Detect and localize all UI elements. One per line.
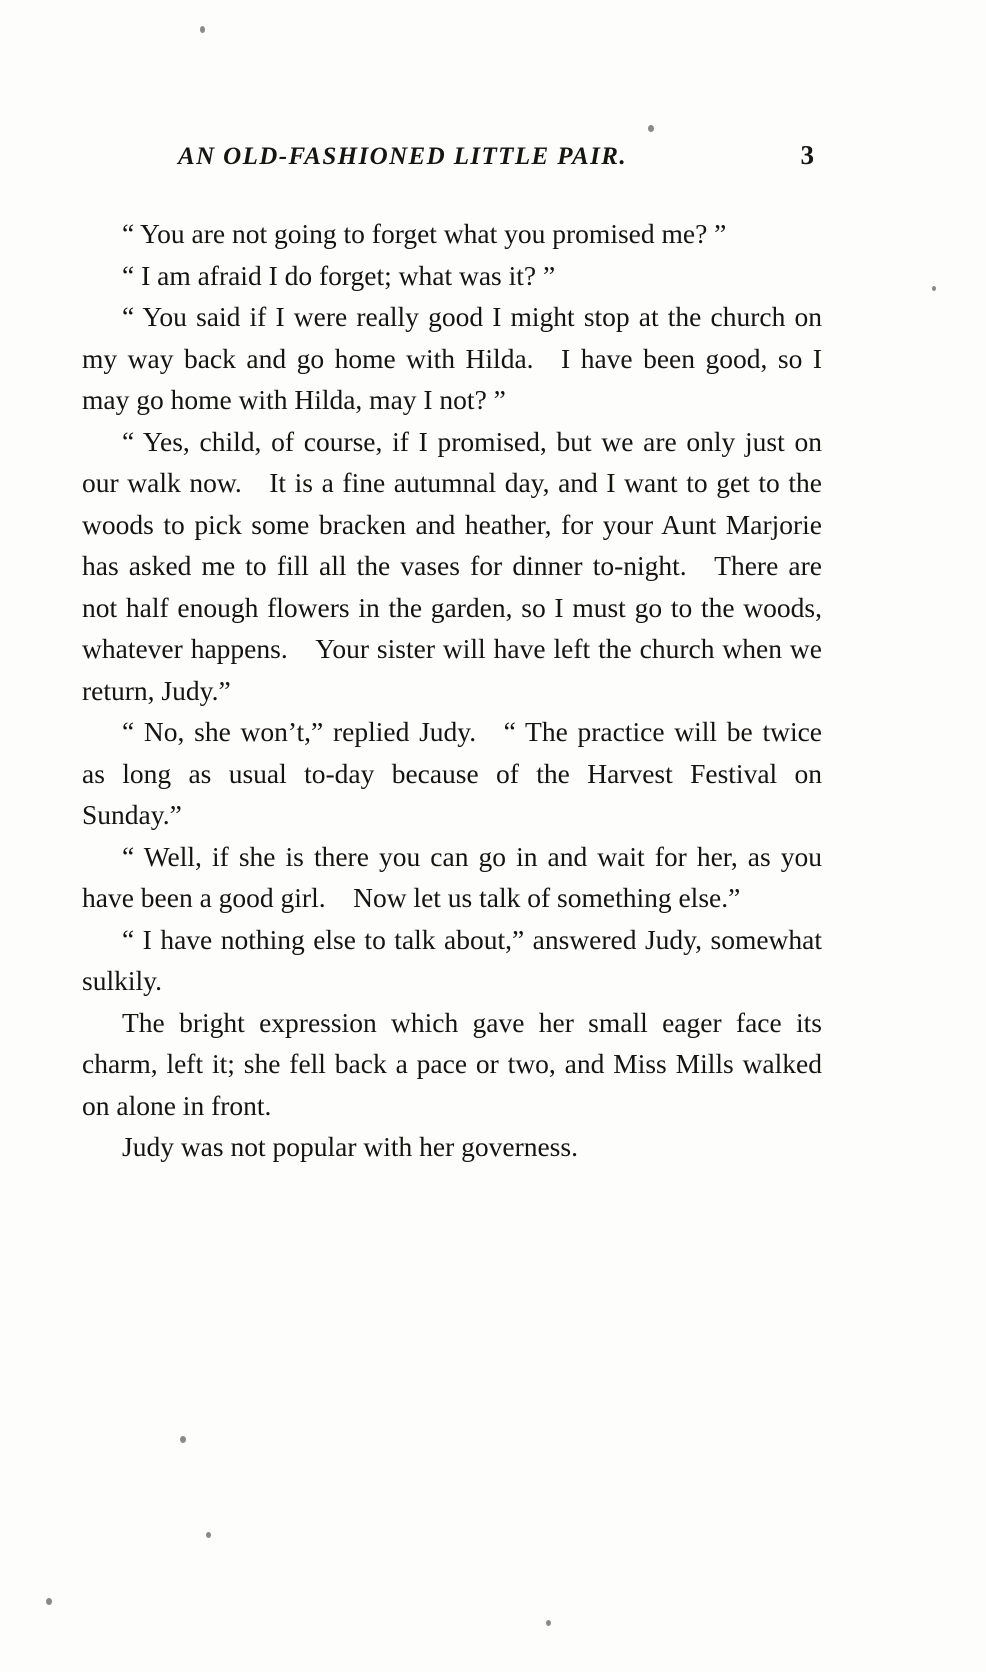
- page-speck: [200, 26, 205, 33]
- paragraph: “ You are not going to forget what you promised me? ”: [122, 218, 727, 249]
- page-number: 3: [800, 140, 814, 170]
- paragraph: “ Well, if she is there you can go in and wait for her, as you have been a good girl. Now let us talk of something else.”: [82, 840, 822, 913]
- running-head: [82, 140, 822, 171]
- paragraph: “ Yes, child, of course, if I promised, but we are only just on our walk now. It is a fine autumnal day, and I want to get to the woods to pick some bracken and heather, for your Aunt Marjorie has asked me to fill all the vases for dinner to-night. There are not half enough flowers in the garden, so I must go to the woods, whatever happens. Your sister will have left the church when we return, Judy.”: [82, 425, 822, 706]
- running-head-title: AN OLD-FASHIONED LITTLE PAIR.: [178, 143, 627, 170]
- paragraph: “ You said if I were really good I might stop at the church on my way back and go home with Hilda. I have been good, so I may go home with Hilda, may I not? ”: [82, 301, 822, 415]
- paragraph: “ I am afraid I do forget; what was it? ”: [122, 259, 556, 291]
- page-speck: [546, 1620, 551, 1626]
- page-speck: [648, 125, 654, 132]
- page-speck: [180, 1436, 186, 1443]
- page-speck: [46, 1598, 52, 1605]
- page-content: [82, 140, 822, 1168]
- paragraph: The bright expression which gave her small eager face its charm, left it; she fell back a pace or two, and Miss Mills walked on alone in front.: [82, 1006, 822, 1121]
- paragraph: “ I have nothing else to talk about,” answered Judy, somewhat sulkily.: [82, 923, 822, 996]
- body-text: [82, 213, 822, 1168]
- paragraph: Judy was not popular with her governess.: [122, 1131, 578, 1162]
- page-speck: [206, 1532, 211, 1538]
- paragraph: “ No, she won’t,” replied Judy. “ The practice will be twice as long as usual to-day because of the Harvest Festival on Sunday.”: [82, 716, 822, 830]
- page-speck: [932, 286, 936, 291]
